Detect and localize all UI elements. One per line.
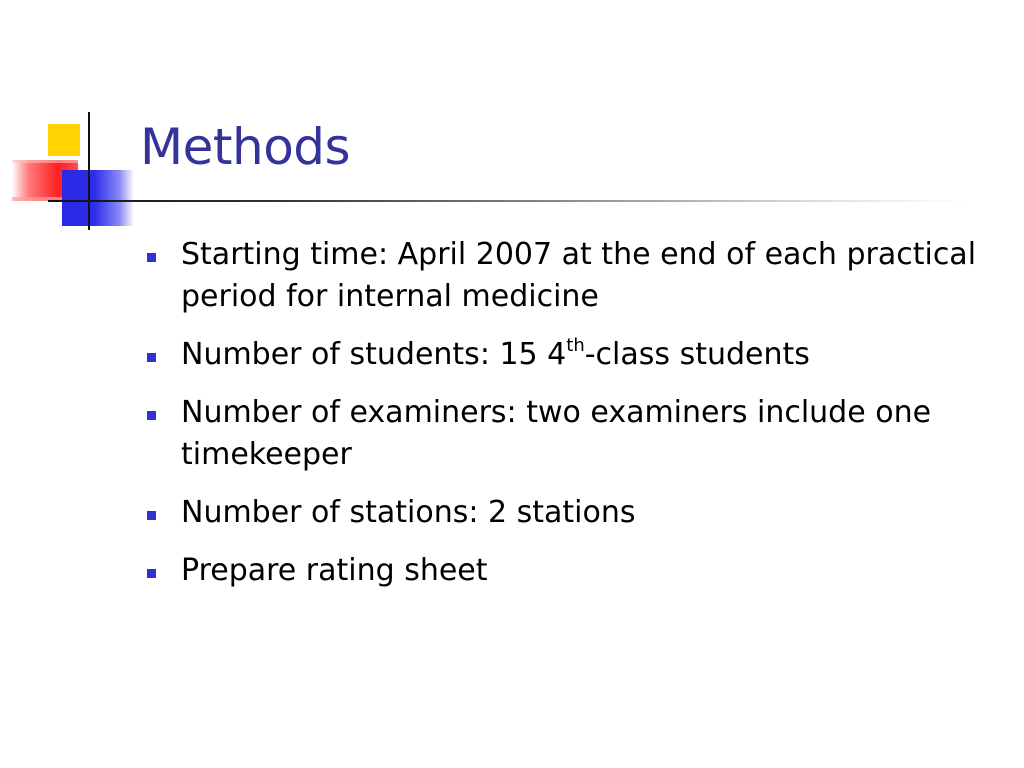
slide-title: Methods — [140, 118, 351, 176]
bullet-superscript: th — [566, 335, 585, 356]
bullet-text-before: Number of students: 15 4 — [181, 337, 567, 372]
bullet-text: Starting time: April 2007 at the end of each practical period for internal medicine — [181, 237, 977, 314]
logo-yellow-square — [48, 124, 80, 156]
bullet-list — [140, 234, 1000, 608]
bullet-text-after: -class students — [584, 337, 810, 372]
bullet-square-icon — [147, 353, 156, 362]
logo-vertical-line — [88, 112, 90, 230]
bullet-item-number-of-stations — [140, 492, 1000, 534]
logo-blue-square — [62, 170, 134, 226]
bullet-item-number-of-students — [140, 334, 1000, 376]
bullet-square-icon — [147, 253, 156, 262]
bullet-square-icon — [147, 511, 156, 520]
bullet-square-icon — [147, 411, 156, 420]
bullet-text: Number of examiners: two examiners include one timekeeper — [181, 395, 932, 472]
bullet-item-number-of-examiners — [140, 392, 1000, 476]
bullet-item-rating-sheet — [140, 550, 1000, 592]
bullet-text: Number of stations: 2 stations — [181, 495, 636, 530]
bullet-item-starting-time — [140, 234, 1000, 318]
bullet-text: Prepare rating sheet — [181, 553, 488, 588]
title-underline — [48, 200, 968, 202]
bullet-square-icon — [147, 569, 156, 578]
